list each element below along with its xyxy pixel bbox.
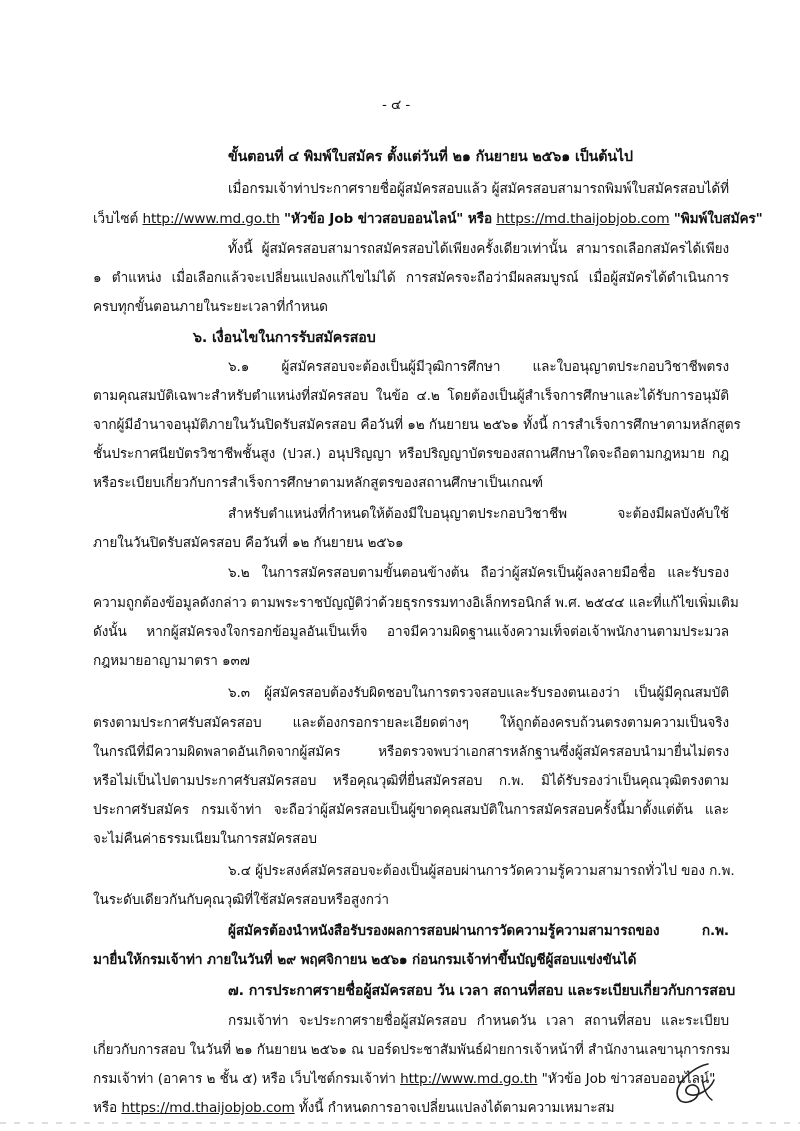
scan-artifact-line xyxy=(0,1122,800,1124)
job-news-label: "หัวข้อ Job ข่าวสอบออนไลน์" หรือ xyxy=(284,211,493,227)
p62-line-3: ดังนั้น หากผู้สมัครจงใจกรอกข้อมูลอันเป็นเท็จ อาจมีความผิดฐานแจ้งความเท็จต่อเจ้าพนักงานตามประมวล xyxy=(93,624,729,640)
p61b-line-1: สำหรับตำแหน่งที่กำหนดให้ต้องมีใบอนุญาตประกอบวิชาชีพ จะต้องมีผลบังคับใช้ xyxy=(228,506,729,522)
s7-line-4 xyxy=(93,1099,614,1117)
step4-line-5: ครบทุกขั้นตอนภายในระยะเวลาที่กำหนด xyxy=(93,299,328,315)
p62-line-1: ๖.๒ ในการสมัครสอบตามขั้นตอนข้างต้น ถือว่าผู้สมัครเป็นผู้ลงลายมือชื่อ และรับรอง xyxy=(228,565,729,581)
thaijobjob-link[interactable]: https://md.thaijobjob.com xyxy=(496,211,670,227)
p61-line-2: ตามคุณสมบัติเฉพาะสำหรับตำแหน่งที่สมัครสอบ ในข้อ ๔.๒ โดยต้องเป็นผู้สำเร็จการศึกษาและได้รับการอนุมัติ xyxy=(93,388,729,404)
print-application-label: "พิมพ์ใบสมัคร" xyxy=(673,211,763,227)
p64-line-2: ในระดับเดียวกันกับคุณวุฒิที่ใช้สมัครสอบหรือสูงกว่า xyxy=(93,892,389,908)
section7-heading: ๗. การประกาศรายชื่อผู้สมัครสอบ วัน เวลา สถานที่สอบ และระเบียบเกี่ยวกับการสอบ xyxy=(228,983,736,999)
p63-line-1: ๖.๓ ผู้สมัครสอบต้องรับผิดชอบในการตรวจสอบและรับรองตนเองว่า เป็นผู้มีคุณสมบัติ xyxy=(228,685,729,701)
p62-line-4: กฎหมายอาญามาตรา ๑๓๗ xyxy=(93,653,250,669)
p61-line-5: หรือระเบียบเกี่ยวกับการสำเร็จการศึกษาตามหลักสูตรของสถานศึกษาเป็นเกณฑ์ xyxy=(93,475,543,491)
p61-line-4: ชั้นประกาศนียบัตรวิชาชีพชั้นสูง (ปวส.) อนุปริญญา หรือปริญญาบัตรของสถานศึกษาใดจะถือตามกฎหมาย กฎ xyxy=(93,446,729,462)
p61b-line-2: ภายในวันปิดรับสมัครสอบ คือวันที่ ๑๒ กันยายน ๒๕๖๑ xyxy=(93,535,404,551)
p64-line-1: ๖.๔ ผู้ประสงค์สมัครสอบจะต้องเป็นผู้สอบผ่านการวัดความรู้ความสามารถทั่วไป ของ ก.พ. xyxy=(228,863,735,879)
step4-heading: ขั้นตอนที่ ๔ พิมพ์ใบสมัคร ตั้งแต่วันที่ ๒๑ กันยายน ๒๕๖๑ เป็นต้นไป xyxy=(228,149,633,165)
s7-job-news-label: "หัวข้อ Job ข่าวสอบออนไลน์" xyxy=(541,1071,716,1087)
p63-line-5: ประกาศรับสมัคร กรมเจ้าท่า จะถือว่าผู้สมัครสอบเป็นผู้ขาดคุณสมบัติในการสมัครสอบครั้งนี้มาตั้งแต่ต้น และ xyxy=(93,802,729,818)
p63-line-4: หรือไม่เป็นไปตามประกาศรับสมัครสอบ หรือคุณวุฒิที่ยื่นสมัครสอบ ก.พ. มิได้รับรองว่าเป็นคุณวุฒิตรงตาม xyxy=(93,773,729,789)
p62-line-2: ความถูกต้องข้อมูลดังกล่าว ตามพระราชบัญญัติว่าด้วยธุรกรรมทางอิเล็กทรอนิกส์ พ.ศ. ๒๕๔๔ และที่แก้ไขเพิ่มเติม xyxy=(93,595,739,611)
s7-line-2: เกี่ยวกับการสอบ ในวันที่ ๒๑ กันยายน ๒๕๖๑ ณ บอร์ดประชาสัมพันธ์ฝ่ายการเจ้าหน้าที่ สำนักงานเลขานุการกรม xyxy=(93,1042,731,1058)
md-website-link[interactable]: http://www.md.go.th xyxy=(142,211,280,227)
p64b-line-1: ผู้สมัครต้องนำหนังสือรับรองผลการสอบผ่านการวัดความรู้ความสามารถของ ก.พ. xyxy=(228,923,729,939)
p63-line-2: ตรงตามประกาศรับสมัครสอบ และต้องกรอกรายละเอียดต่างๆ ให้ถูกต้องครบถ้วนตรงตามความเป็นจริง xyxy=(93,715,729,731)
s7-line-1: กรมเจ้าท่า จะประกาศรายชื่อผู้สมัครสอบ กำหนดวัน เวลา สถานที่สอบ และระเบียบ xyxy=(228,1013,729,1029)
handwritten-initial xyxy=(668,1060,720,1108)
step4-line-3: ทั้งนี้ ผู้สมัครสอบสามารถสมัครสอบได้เพียงครั้งเดียวเท่านั้น สามารถเลือกสมัครได้เพียง xyxy=(228,241,729,257)
p61-line-1: ๖.๑ ผู้สมัครสอบจะต้องเป็นผู้มีวุฒิการศึกษา และใบอนุญาตประกอบวิชาชีพตรง xyxy=(228,359,729,375)
step4-line-2 xyxy=(93,210,763,228)
page-number: - ๔ - xyxy=(382,97,411,113)
step4-website-label: เว็บไซต์ xyxy=(93,211,139,227)
p64b-line-2: มายื่นให้กรมเจ้าท่า ภายในวันที่ ๒๙ พฤศจิกายน ๒๕๖๑ ก่อนกรมเจ้าท่าขึ้นบัญชีผู้สอบแข่งขันได้ xyxy=(93,952,637,968)
s7-building-text: กรมเจ้าท่า (อาคาร ๒ ชั้น ๕) หรือ เว็บไซต์กรมเจ้าท่า xyxy=(93,1071,396,1087)
s7-schedule-note: ทั้งนี้ กำหนดการอาจเปลี่ยนแปลงได้ตามความเหมาะสม xyxy=(298,1100,615,1116)
step4-line-1: เมื่อกรมเจ้าท่าประกาศรายชื่อผู้สมัครสอบแล้ว ผู้สมัครสอบสามารถพิมพ์ใบสมัครสอบได้ที่ xyxy=(228,181,729,197)
p63-line-6: จะไม่คืนค่าธรรมเนียมในการสมัครสอบ xyxy=(93,831,317,847)
step4-line-4: ๑ ตำแหน่ง เมื่อเลือกแล้วจะเปลี่ยนแปลงแก้ไขไม่ได้ การสมัครจะถือว่ามีผลสมบูรณ์ เมื่อผู้สมัครได้ดำเนินการ xyxy=(93,270,729,286)
s7-line-3 xyxy=(93,1070,715,1088)
s7-md-website-link[interactable]: http://www.md.go.th xyxy=(400,1071,538,1087)
p63-line-3: ในกรณีที่มีความผิดพลาดอันเกิดจากผู้สมัคร หรือตรวจพบว่าเอกสารหลักฐานซึ่งผู้สมัครสอบนำมายื่นไม่ตรง xyxy=(93,744,729,760)
p61-line-3: จากผู้มีอำนาจอนุมัติภายในวันปิดรับสมัครสอบ คือวันที่ ๑๒ กันยายน ๒๕๖๑ ทั้งนี้ การสำเร็จการศึกษาตามหลักสูตร xyxy=(93,417,741,433)
s7-thaijobjob-link[interactable]: https://md.thaijobjob.com xyxy=(121,1100,295,1116)
s7-or-text: หรือ xyxy=(93,1100,118,1116)
section6-heading: ๖. เงื่อนไขในการรับสมัครสอบ xyxy=(193,330,376,346)
